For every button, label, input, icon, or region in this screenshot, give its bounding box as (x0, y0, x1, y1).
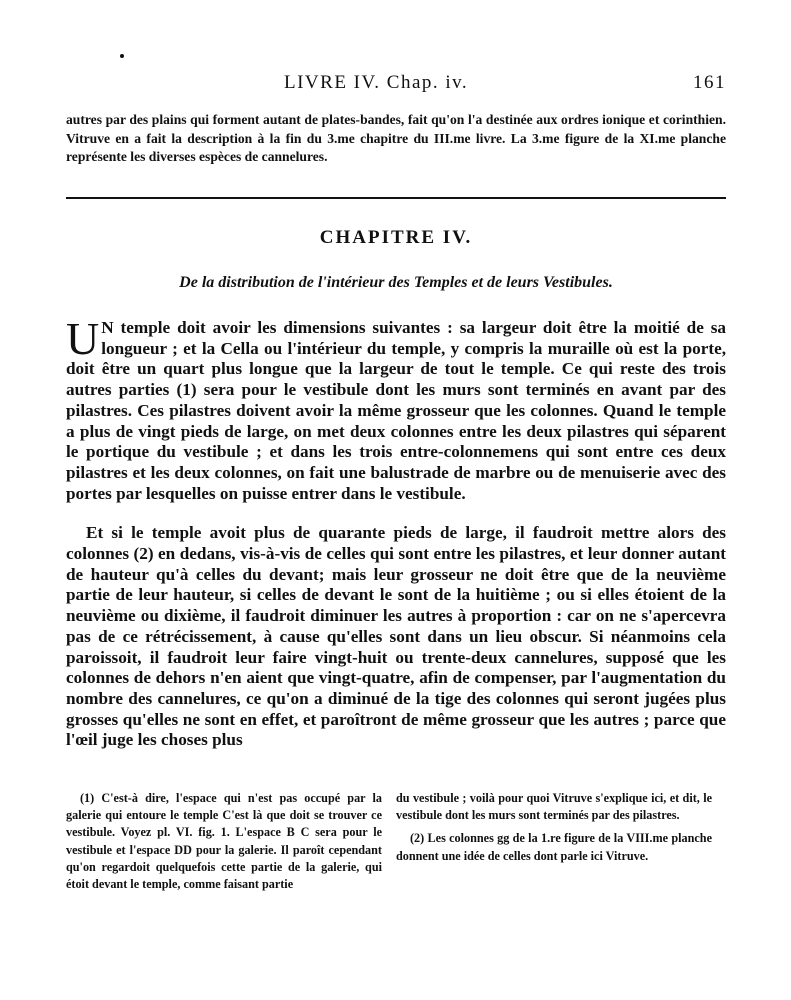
chapter-title: CHAPITRE IV. (319, 227, 473, 248)
footnote-1: (1) C'est-à dire, l'espace qui n'est pas occupé par la galerie qui entoure le temple C'est là que doit se trouver ce vestibule. Voyez pl. VI. fig. 1. L'espace B C sera pour le vestibule et l'espace DD pour la galerie. Il paroît cependant qu'on regardoit quelquefois cette partie de la galerie, qui étoit devant le temple, comme faisant partie (66, 791, 382, 892)
book-page (66, 0, 726, 1000)
section-divider (66, 197, 726, 199)
footnote-1-continued: du vestibule ; voilà pour quoi Vitruve s'explique ici, et dit, le vestibule dont les murs sont terminés par des pilastres. (396, 791, 712, 823)
continuation-text: autres par des plains qui forment autant de plates-bandes, fait qu'on l'a destinée aux ordres ionique et corinthien. Vitruve en a fait la description à la fin du 3.me chapitre du III.me livre. La 3.me figure de la XI.me planche représente les diverses espèces de cannelures. (66, 112, 726, 164)
running-title: LIVRE IV. Chap. iv. (284, 72, 469, 93)
chapter-subtitle: De la distribution de l'intérieur des Temples et de leurs Vestibules. (179, 274, 613, 291)
drop-cap: U (66, 313, 100, 364)
ink-dot (120, 54, 124, 58)
page-number: 161 (693, 72, 726, 93)
running-header (66, 70, 726, 100)
main-text (66, 313, 726, 751)
footnote-column-right (396, 790, 712, 865)
footnote-column-left (66, 790, 382, 893)
paragraph-2: Et si le temple avoit plus de quarante pieds de large, il faudroit mettre alors des colonnes (2) en dedans, vis-à-vis de celles qui sont entre les pilastres, et leur donner autant de hauteur qu'à celles du devant; mais leur grosseur ne doit être que de la neuvième partie de leur hauteur, si celles de devant le sont de la huitième ; ou si elles étoient de la neuvième ou dixième, il faudroit diminuer les autres à proportion : car on ne s'apercevra pas de ce rétrécissement, à cause qu'elles sont dans un lieu obscur. Si néanmoins cela paroissoit, il faudroit leur faire vingt-huit ou trente-deux cannelures, supposé que les colonnes de dehors n'en aient que vingt-quatre, afin de compenser, par l'augmentation du nombre des cannelures, ce qu'on a diminué de la tige des colonnes qui seront jugées plus grosses qu'elles ne sont en effet, et paroîtront de même grosseur que les autres ; parce que l'œil juge les choses plus (66, 523, 726, 750)
footnotes (66, 790, 726, 900)
footnote-2: (2) Les colonnes gg de la 1.re figure de la VIII.me planche donnent une idée de celles dont parle ici Vitruve. (396, 831, 712, 863)
paragraph-1-text: N temple doit avoir les dimensions suivantes : sa largeur doit être la moitié de sa longueur ; et la Cella ou l'intérieur du temple, y compris la muraille où est la porte, doit être un quart plus longue que la largeur de tout le temple. Ce qui reste des trois autres parties (1) sera pour le vestibule dont les murs sont terminés en avant par des pilastres. Ces pilastres doivent avoir la même grosseur que les colonnes. Quand le temple a plus de vingt pieds de large, on met deux colonnes entre les deux pilastres qui séparent le portique du vestibule ; et dans les trois entre-colonnemens qui sont entre ces deux pilastres et les deux colonnes, on fait une balustrade de marbre ou de menuiserie avec des portes par lesquelles on puisse entrer dans le vestibule. (66, 318, 726, 503)
paragraph-1 (66, 313, 726, 504)
